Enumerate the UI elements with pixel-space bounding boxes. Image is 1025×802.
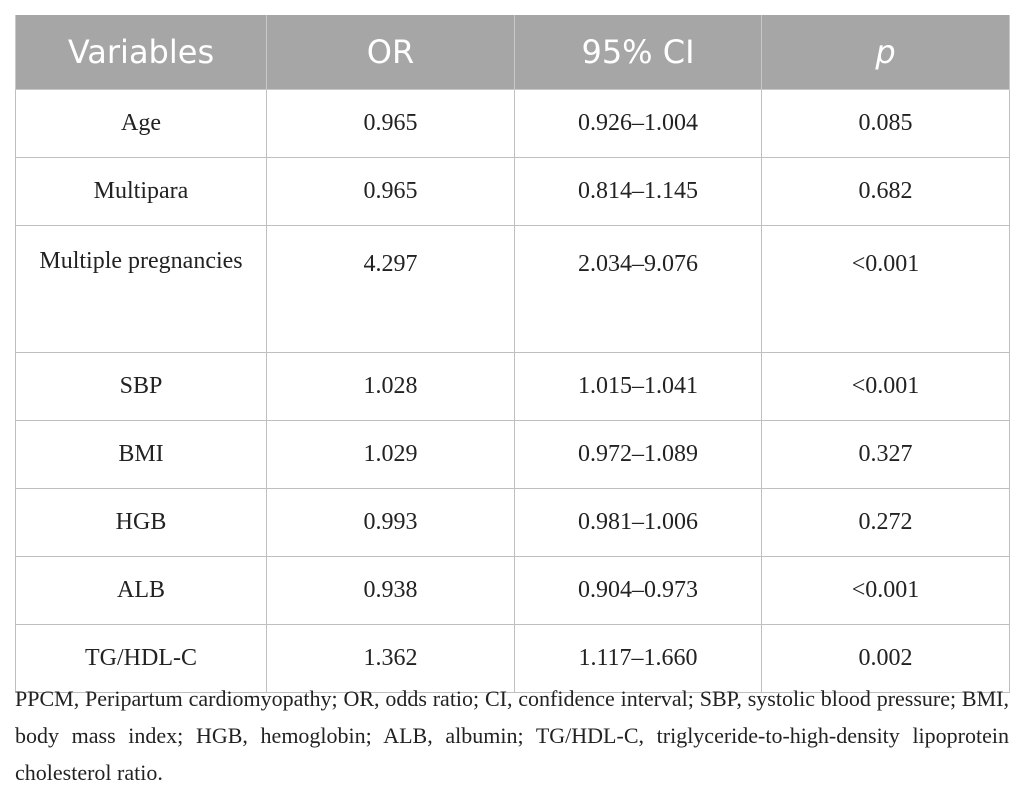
table-row xyxy=(16,226,1010,353)
cell-p: 0.682 xyxy=(762,158,1010,226)
cell-ci: 1.117–1.660 xyxy=(515,625,762,693)
cell-variable: SBP xyxy=(16,353,267,421)
table-row xyxy=(16,489,1010,557)
cell-ci: 0.904–0.973 xyxy=(515,557,762,625)
cell-ci: 0.972–1.089 xyxy=(515,421,762,489)
cell-variable: Multipara xyxy=(16,158,267,226)
table-row xyxy=(16,90,1010,158)
cell-or: 0.993 xyxy=(267,489,515,557)
cell-variable: ALB xyxy=(16,557,267,625)
header-ci: 95% CI xyxy=(515,15,762,90)
cell-ci: 0.814–1.145 xyxy=(515,158,762,226)
cell-p: 0.272 xyxy=(762,489,1010,557)
cell-variable: TG/HDL-C xyxy=(16,625,267,693)
cell-or: 1.028 xyxy=(267,353,515,421)
cell-or: 0.965 xyxy=(267,158,515,226)
table-row xyxy=(16,557,1010,625)
cell-variable: BMI xyxy=(16,421,267,489)
cell-p: <0.001 xyxy=(762,557,1010,625)
cell-or: 1.362 xyxy=(267,625,515,693)
header-p: p xyxy=(762,15,1010,90)
table-row xyxy=(16,353,1010,421)
table-header-row xyxy=(16,15,1010,90)
cell-ci: 1.015–1.041 xyxy=(515,353,762,421)
cell-p: 0.002 xyxy=(762,625,1010,693)
cell-p: <0.001 xyxy=(762,353,1010,421)
cell-or: 0.938 xyxy=(267,557,515,625)
cell-ci: 2.034–9.076 xyxy=(515,226,762,353)
table-row xyxy=(16,158,1010,226)
cell-p: 0.085 xyxy=(762,90,1010,158)
cell-variable: Multiple pregnancies xyxy=(16,226,267,353)
odds-ratio-table xyxy=(15,15,1010,693)
cell-or: 1.029 xyxy=(267,421,515,489)
cell-p: 0.327 xyxy=(762,421,1010,489)
cell-variable: HGB xyxy=(16,489,267,557)
table-footnote: PPCM, Peripartum cardiomyopathy; OR, odds ratio; CI, confidence interval; SBP, systolic blood pressure; BMI, body mass index; HGB, hemoglobin; ALB, albumin; TG/HDL-C, triglyceride-to-high-density lipoprotein cholesterol ratio. xyxy=(15,686,1009,785)
cell-or: 0.965 xyxy=(267,90,515,158)
cell-p: <0.001 xyxy=(762,226,1010,353)
cell-or: 4.297 xyxy=(267,226,515,353)
header-or: OR xyxy=(267,15,515,90)
cell-ci: 0.926–1.004 xyxy=(515,90,762,158)
odds-ratio-table-container xyxy=(15,15,1009,693)
header-variables: Variables xyxy=(16,15,267,90)
cell-ci: 0.981–1.006 xyxy=(515,489,762,557)
cell-variable: Age xyxy=(16,90,267,158)
table-row xyxy=(16,421,1010,489)
